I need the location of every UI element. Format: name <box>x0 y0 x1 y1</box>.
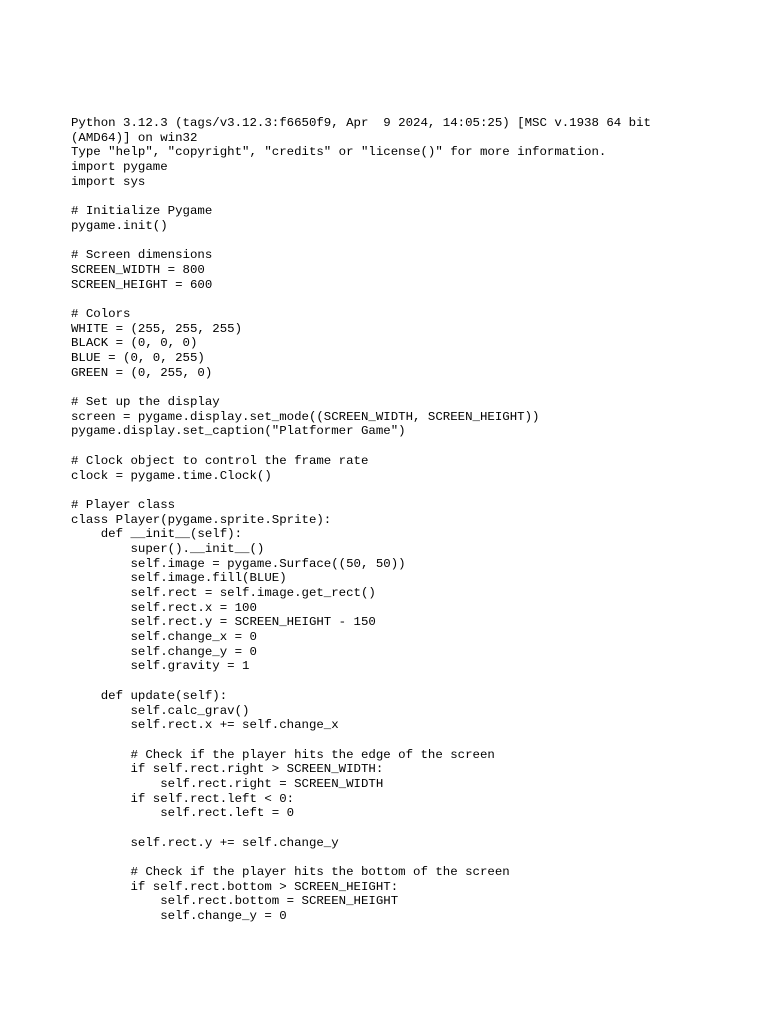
code-line: class Player(pygame.sprite.Sprite): <box>71 512 332 527</box>
code-line: super().__init__() <box>71 541 265 556</box>
code-line: self.rect.y = SCREEN_HEIGHT - 150 <box>71 615 376 630</box>
code-line: self.rect.bottom = SCREEN_HEIGHT <box>71 894 399 909</box>
code-line: self.calc_grav() <box>71 703 250 718</box>
code-line: SCREEN_HEIGHT = 600 <box>71 277 213 292</box>
code-line: pygame.init() <box>71 218 168 233</box>
blank-line <box>71 292 731 307</box>
code-line: self.change_x = 0 <box>71 630 257 645</box>
code-line: self.change_y = 0 <box>71 644 257 659</box>
code-line: self.gravity = 1 <box>71 659 250 674</box>
blank-line <box>71 821 731 836</box>
code-line: # Screen dimensions <box>71 248 213 263</box>
shell-line: Type "help", "copyright", "credits" or "license()" for more information. <box>71 145 607 160</box>
code-line: self.image = pygame.Surface((50, 50)) <box>71 556 406 571</box>
code-line: import pygame <box>71 160 168 175</box>
code-line: import sys <box>71 174 146 189</box>
code-line: def update(self): <box>71 688 228 703</box>
code-line: # Initialize Pygame <box>71 204 213 219</box>
code-line: self.image.fill(BLUE) <box>71 571 287 586</box>
code-line: if self.rect.bottom > SCREEN_HEIGHT: <box>71 879 399 894</box>
code-line: # Check if the player hits the bottom of the screen <box>71 865 510 880</box>
blank-line <box>71 439 731 454</box>
code-line: # Player class <box>71 497 176 512</box>
blank-line <box>71 189 731 204</box>
code-line: self.rect.x += self.change_x <box>71 718 339 733</box>
code-line: BLUE = (0, 0, 255) <box>71 351 205 365</box>
code-line: def __init__(self): <box>71 527 243 542</box>
blank-line <box>71 850 731 865</box>
code-line: # Clock object to control the frame rate <box>71 453 369 468</box>
code-line: self.rect.right = SCREEN_WIDTH <box>71 776 384 791</box>
blank-line <box>71 674 731 689</box>
code-line: screen = pygame.display.set_mode((SCREEN_WIDTH, SCREEN_HEIGHT)) <box>71 409 540 424</box>
code-line: clock = pygame.time.Clock() <box>71 468 272 483</box>
code-line: self.rect.x = 100 <box>71 600 257 615</box>
code-line: # Colors <box>71 306 131 321</box>
code-line: WHITE = (255, 255, 255) <box>71 321 243 336</box>
code-line: SCREEN_WIDTH = 800 <box>71 262 205 277</box>
code-line: if self.rect.right > SCREEN_WIDTH: <box>71 762 384 777</box>
blank-line <box>71 483 731 498</box>
code-line: # Set up the display <box>71 395 220 410</box>
code-line: BLACK = (0, 0, 0) <box>71 336 198 351</box>
code-line: self.rect.left = 0 <box>71 806 295 821</box>
code-line: self.rect = self.image.get_rect() <box>71 586 376 600</box>
code-line: # Check if the player hits the edge of the screen <box>71 747 495 762</box>
blank-line <box>71 380 731 395</box>
code-line: self.change_y = 0 <box>71 909 287 924</box>
python-shell-output[interactable] <box>71 116 731 924</box>
code-line: if self.rect.left < 0: <box>71 791 295 806</box>
code-line: GREEN = (0, 255, 0) <box>71 365 213 380</box>
shell-line: Python 3.12.3 (tags/v3.12.3:f6650f9, Apr 9 2024, 14:05:25) [MSC v.1938 64 bit <box>71 116 651 130</box>
shell-line: (AMD64)] on win32 <box>71 130 198 145</box>
code-line: self.rect.y += self.change_y <box>71 835 339 850</box>
blank-line <box>71 733 731 748</box>
code-line: pygame.display.set_caption("Platformer Game") <box>71 424 406 439</box>
blank-line <box>71 234 731 249</box>
